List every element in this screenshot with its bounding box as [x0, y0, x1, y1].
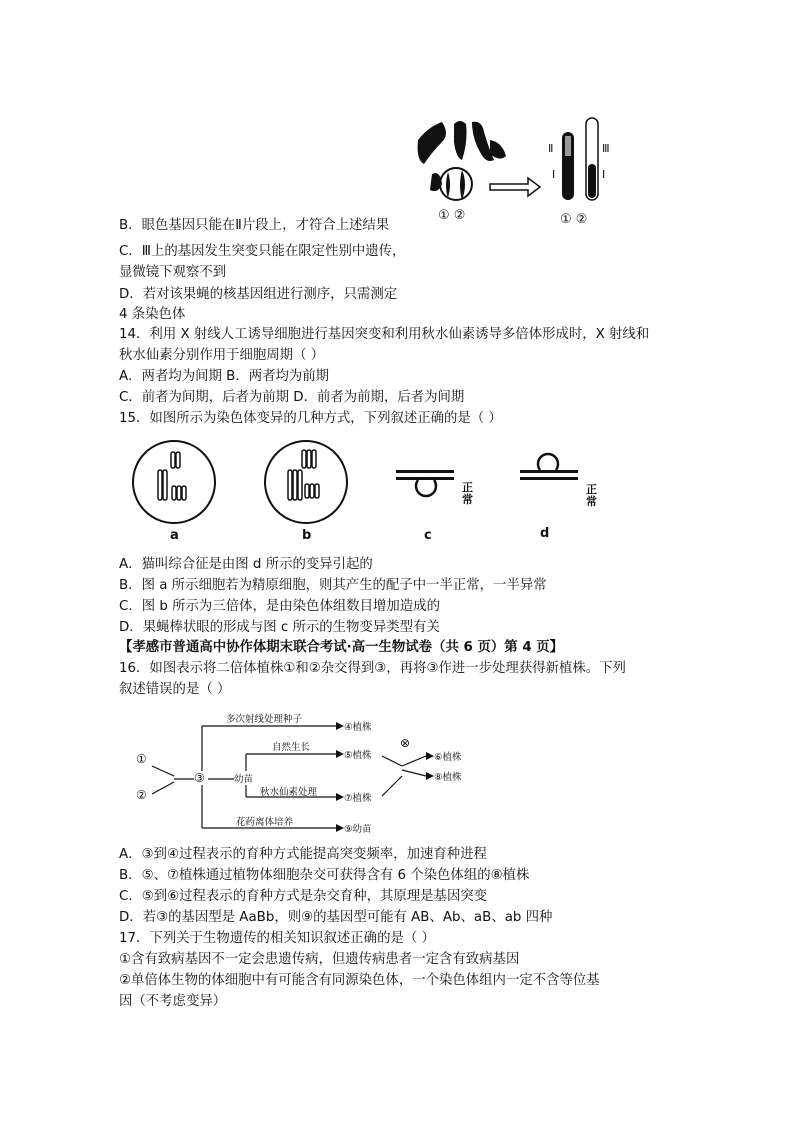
option-13c-cont: 显微镜下观察不到 [119, 265, 227, 280]
text-colchicine: 秋水仙素处理 [260, 787, 318, 798]
option-16d: D．若③的基因型是 AaBb，则⑨的基因型可能有 AB、Ab、aB、ab 四种 [119, 910, 553, 925]
node-plant-7: ⑦植株 [344, 793, 372, 804]
text-ray-treatment: 多次射线处理种子 [226, 714, 303, 725]
node-plant-5: ⑤植株 [344, 750, 372, 761]
label-segment-3: Ⅲ [602, 142, 610, 155]
question-16-stem-cont: 叙述错误的是（ ） [119, 682, 231, 697]
node-seedling: 幼苗 [234, 771, 253, 785]
option-15c: C．图 b 所示为三倍体，是由染色体组数目增加造成的 [119, 599, 440, 614]
node-plant-6: ⑥植株 [434, 752, 462, 763]
option-14cd: C．前者为间期，后者为前期 D．前者为前期，后者为间期 [119, 390, 465, 405]
chromosome-figure [410, 112, 610, 232]
label-segment-1a: Ⅰ [552, 168, 556, 181]
label-right-chromosomes: ① ② [560, 212, 588, 227]
question-14-stem-cont: 秋水仙素分别作用于细胞周期（ ） [119, 348, 325, 363]
statement-17-2-cont: 因（不考虑变异） [119, 994, 227, 1009]
label-left-chromosomes: ① ② [438, 208, 466, 223]
option-16a: A．③到④过程表示的育种方式能提高突变频率，加速育种进程 [119, 847, 487, 862]
label-normal-c: 正常 [462, 481, 473, 506]
option-16c: C．⑤到⑥过程表示的育种方式是杂交育种，其原理是基因突变 [119, 889, 488, 904]
text-natural-growth: 自然生长 [272, 742, 311, 753]
option-14ab: A．两者均为间期 B．两者均为前期 [119, 369, 330, 384]
option-15a: A．猫叫综合征是由图 d 所示的变异引起的 [119, 557, 373, 572]
figure-15 [128, 440, 628, 550]
question-17-stem: 17．下列关于生物遗传的相关知识叙述正确的是（ ） [119, 931, 435, 946]
label-fig-d: d [540, 526, 550, 541]
statement-17-1: ①含有致病基因不一定会患遗传病，但遗传病患者一定含有致病基因 [119, 952, 520, 967]
option-13d-cont: 4 条染色体 [119, 307, 186, 322]
label-segment-1b: Ⅰ [602, 168, 606, 181]
option-16b: B．⑤、⑦植株通过植物体细胞杂交可获得含有 6 个染色体组的⑧植株 [119, 868, 530, 883]
label-segment-2: Ⅱ [548, 142, 554, 155]
node-1: ① [136, 752, 147, 766]
option-13c: C．Ⅲ上的基因发生突变只能在限定性别中遗传， [119, 244, 406, 259]
option-13b: B．眼色基因只能在Ⅱ片段上，才符合上述结果 [119, 218, 390, 233]
option-15b: B．图 a 所示细胞若为精原细胞，则其产生的配子中一半正常，一半异常 [119, 578, 547, 593]
text-anther-culture: 花药离体培养 [236, 817, 294, 828]
page-footer: 【孝感市普通高中协作体期末联合考试·高一生物试卷（共 6 页）第 4 页】 [119, 640, 564, 655]
label-fig-a: a [170, 528, 179, 543]
question-16-stem: 16．如图表示将二倍体植株①和②杂交得到③，再将③作进一步处理获得新植株。下列 [119, 661, 626, 676]
figure-16-flowchart [130, 708, 490, 842]
label-normal-d: 正常 [586, 483, 597, 508]
node-2: ② [136, 788, 147, 802]
label-fig-b: b [302, 528, 312, 543]
figure-15-svg [128, 440, 628, 550]
option-13d: D．若对该果蝇的核基因组进行测序，只需测定 [119, 287, 398, 302]
node-plant-4: ④植株 [344, 722, 372, 733]
selfing-symbol: ⊗ [400, 736, 411, 750]
label-fig-c: c [424, 528, 432, 543]
node-seedling-9: ⑨幼苗 [344, 824, 372, 835]
question-15-stem: 15．如图所示为染色体变异的几种方式，下列叙述正确的是（ ） [119, 411, 502, 426]
question-14-stem: 14．利用 X 射线人工诱导细胞进行基因突变和利用秋水仙素诱导多倍体形成时，X 射线和 [119, 327, 650, 342]
node-plant-8: ⑧植株 [434, 772, 462, 783]
node-3: ③ [194, 771, 205, 785]
statement-17-2: ②单倍体生物的体细胞中有可能含有同源染色体，一个染色体组内一定不含等位基 [119, 973, 600, 988]
option-15d: D．果蝇棒状眼的形成与图 c 所示的生物变异类型有关 [119, 620, 440, 635]
